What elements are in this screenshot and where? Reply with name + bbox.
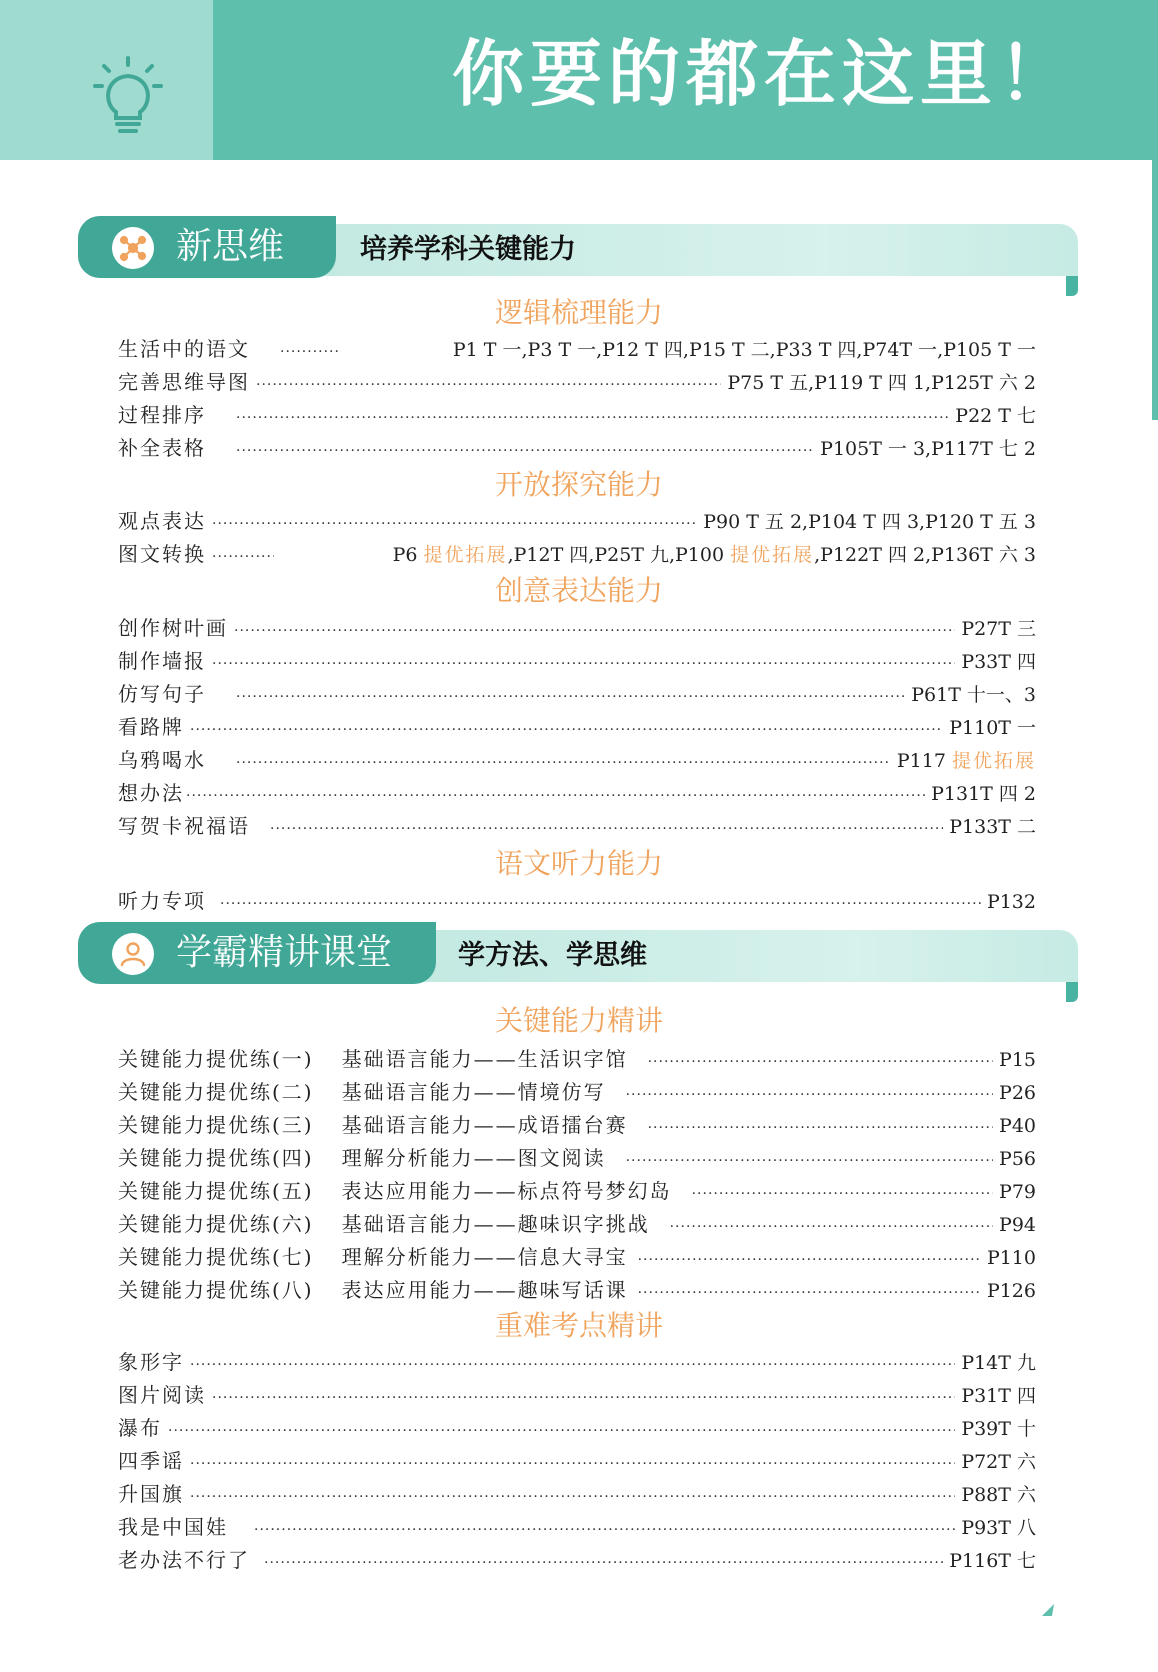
category-title: 创意表达能力	[494, 574, 663, 607]
dot-leader	[648, 1046, 993, 1079]
toc-entry[interactable]	[118, 366, 1036, 399]
entry-pages: P75 T 五,P119 T 四 1,P125T 六 2	[727, 372, 1036, 394]
toc-entry[interactable]	[118, 1142, 1036, 1175]
toc-entry[interactable]	[118, 810, 1036, 843]
entry-label: 仿写句子	[118, 682, 206, 706]
toc-entry[interactable]	[118, 432, 1036, 465]
network-icon	[119, 234, 147, 262]
entry-pages: P79	[999, 1181, 1036, 1203]
entry-topic: 表达应用能力——标点符号梦幻岛	[341, 1179, 672, 1203]
dot-leader	[270, 813, 943, 846]
highlight-label: 提优拓展	[423, 544, 508, 566]
entry-label: 关键能力提优练(一)	[118, 1047, 314, 1071]
entry-label: 关键能力提优练(七)	[118, 1245, 314, 1269]
toc-entry[interactable]	[118, 538, 1036, 571]
entry-pages: P116T 七	[949, 1550, 1036, 1572]
category-title: 关键能力精讲	[494, 1004, 663, 1037]
entry-pages: P27T 三	[961, 618, 1036, 640]
entry-topic: 基础语言能力——生活识字馆	[341, 1047, 628, 1071]
entry-pages: P131T 四 2	[931, 783, 1036, 805]
dot-leader	[692, 1178, 993, 1211]
section-header-top-student	[78, 922, 1078, 988]
dot-leader	[638, 1277, 981, 1310]
dot-leader	[212, 648, 955, 681]
entry-pages: P88T 六	[961, 1484, 1036, 1506]
entry-pages	[393, 539, 1036, 572]
entry-pages: P126	[986, 1280, 1036, 1302]
toc-entry[interactable]	[118, 1412, 1036, 1445]
highlight-label: 提优拓展	[951, 750, 1036, 772]
toc-entry[interactable]	[118, 505, 1036, 538]
dot-leader	[190, 1481, 955, 1514]
entry-pages-part: P6	[392, 544, 418, 566]
section-subtitle-bar	[338, 930, 1078, 982]
entry-label: 老办法不行了	[118, 1548, 250, 1572]
toc-entry[interactable]	[118, 1043, 1036, 1076]
entry-pages: P15	[999, 1049, 1036, 1071]
toc-entry[interactable]	[118, 711, 1036, 744]
entry-topic: 基础语言能力——情境仿写	[341, 1080, 606, 1104]
section-subtitle-bar	[228, 224, 1078, 276]
toc-entry[interactable]	[118, 1076, 1036, 1109]
entry-list	[118, 333, 1036, 465]
toc-entry[interactable]	[118, 678, 1036, 711]
toc-entry[interactable]	[118, 1544, 1036, 1577]
dot-leader	[190, 1349, 955, 1382]
entry-pages: P61T 十一、3	[911, 684, 1036, 706]
entry-pages: P1 T 一,P3 T 一,P12 T 四,P15 T 二,P33 T 四,P74T 一,P105 T 一	[452, 339, 1036, 361]
dot-leader	[234, 615, 955, 648]
entry-pages: P132	[986, 891, 1036, 913]
toc-entry[interactable]	[118, 333, 1036, 366]
entry-pages: P93T 八	[961, 1517, 1036, 1539]
entry-pages-part: ,P12T 四,P25T 九,P100	[507, 544, 725, 566]
section-bar-tail	[1066, 982, 1078, 1002]
entry-pages: P40	[999, 1115, 1036, 1137]
toc-entry[interactable]	[118, 744, 1036, 777]
entry-pages: P26	[999, 1082, 1036, 1104]
top-banner	[0, 0, 1158, 160]
toc-entry[interactable]	[118, 1478, 1036, 1511]
section-title-pill	[78, 922, 436, 984]
toc-entry[interactable]	[118, 1241, 1036, 1274]
person-icon-badge	[112, 933, 154, 975]
entry-label: 关键能力提优练(八)	[118, 1278, 314, 1302]
toc-entry[interactable]	[118, 399, 1036, 432]
entry-label: 生活中的语文	[118, 337, 250, 361]
entry-label: 完善思维导图	[118, 370, 250, 394]
section-title-pill	[78, 216, 336, 278]
section-title: 新思维	[176, 226, 285, 267]
dot-leader	[670, 1211, 993, 1244]
entry-label: 关键能力提优练(二)	[118, 1080, 314, 1104]
lightbulb-icon	[92, 56, 164, 138]
entry-pages: P94	[999, 1214, 1036, 1236]
entry-pages: P56	[999, 1148, 1036, 1170]
toc-entry[interactable]	[118, 885, 1036, 918]
category-title: 重难考点精讲	[494, 1309, 663, 1342]
toc-entry[interactable]	[118, 1109, 1036, 1142]
dot-leader	[220, 888, 981, 921]
right-edge-strip	[1152, 160, 1158, 420]
entry-pages: P31T 四	[961, 1385, 1036, 1407]
entry-label: 补全表格	[118, 436, 206, 460]
entry-label: 创作树叶画	[118, 616, 228, 640]
dot-leader	[254, 1514, 955, 1547]
entry-pages-part: ,P122T 四 2,P136T 六 3	[814, 544, 1036, 566]
entry-label: 制作墙报	[118, 649, 206, 673]
dot-leader	[190, 1448, 955, 1481]
entry-label: 升国旗	[118, 1482, 184, 1506]
section-subtitle: 学方法、学思维	[458, 940, 647, 971]
toc-entry[interactable]	[118, 1379, 1036, 1412]
dot-leader	[190, 714, 943, 747]
toc-entry[interactable]	[118, 1274, 1036, 1307]
entry-label: 图文转换	[118, 542, 206, 566]
toc-entry[interactable]	[118, 1445, 1036, 1478]
entry-label: 听力专项	[118, 889, 206, 913]
highlight-label: 提优拓展	[730, 544, 815, 566]
dot-leader	[186, 780, 925, 813]
dot-leader	[626, 1079, 993, 1112]
entry-topic: 表达应用能力——趣味写话课	[341, 1278, 628, 1302]
category-title: 逻辑梳理能力	[494, 296, 663, 329]
entry-pages: P90 T 五 2,P104 T 四 3,P120 T 五 3	[703, 511, 1036, 533]
entry-label: 关键能力提优练(四)	[118, 1146, 314, 1170]
toc-entry[interactable]	[118, 1511, 1036, 1544]
entry-topic: 理解分析能力——图文阅读	[341, 1146, 606, 1170]
dot-leader	[212, 508, 697, 541]
corner-triangle-icon	[1040, 1602, 1056, 1618]
entry-label: 写贺卡祝福语	[118, 814, 250, 838]
entry-pages	[897, 745, 1036, 778]
section-title: 学霸精讲课堂	[176, 932, 393, 973]
entry-topic: 理解分析能力——信息大寻宝	[341, 1245, 628, 1269]
entry-topic: 基础语言能力——趣味识字挑战	[341, 1212, 650, 1236]
dot-leader	[236, 681, 905, 714]
entry-list	[118, 612, 1036, 843]
entry-list	[118, 1346, 1036, 1577]
entry-list	[118, 885, 1036, 918]
dot-leader	[256, 369, 721, 402]
entry-label: 关键能力提优练(五)	[118, 1179, 314, 1203]
dot-leader	[264, 1547, 943, 1580]
page-title: 你要的都在这里！	[451, 32, 1076, 116]
person-icon	[119, 940, 147, 968]
dot-leader	[212, 1382, 955, 1415]
entry-label: 看路牌	[118, 715, 184, 739]
dot-leader	[212, 541, 274, 574]
section-header-new-thinking	[78, 216, 1078, 282]
entry-label: 瀑布	[118, 1416, 162, 1440]
dot-leader	[168, 1415, 955, 1448]
category-title: 开放探究能力	[494, 468, 663, 501]
entry-list	[118, 1043, 1036, 1307]
entry-pages: P110T 一	[949, 717, 1036, 739]
entry-label: 过程排序	[118, 403, 206, 427]
network-icon-badge	[112, 227, 154, 269]
entry-pages: P39T 十	[961, 1418, 1036, 1440]
dot-leader	[236, 747, 891, 780]
entry-pages: P33T 四	[961, 651, 1036, 673]
dot-leader	[236, 435, 814, 468]
entry-topic: 基础语言能力——成语擂台赛	[341, 1113, 628, 1137]
entry-label: 关键能力提优练(三)	[118, 1113, 314, 1137]
entry-pages: P105T 一 3,P117T 七 2	[820, 438, 1036, 460]
toc-entry[interactable]	[118, 1346, 1036, 1379]
entry-label: 想办法	[118, 781, 184, 805]
entry-label: 四季谣	[118, 1449, 184, 1473]
entry-pages: P22 T 七	[955, 405, 1036, 427]
entry-pages: P133T 二	[949, 816, 1036, 838]
entry-label: 象形字	[118, 1350, 184, 1374]
entry-pages: P72T 六	[961, 1451, 1036, 1473]
dot-leader	[626, 1145, 993, 1178]
dot-leader	[648, 1112, 993, 1145]
section-bar-tail	[1066, 276, 1078, 296]
entry-label: 乌鸦喝水	[118, 748, 206, 772]
entry-pages-part: P117	[896, 750, 946, 772]
toc-entry[interactable]	[118, 777, 1036, 810]
toc-entry[interactable]	[118, 1208, 1036, 1241]
dot-leader	[236, 402, 949, 435]
entry-pages: P14T 九	[961, 1352, 1036, 1374]
dot-leader	[638, 1244, 981, 1277]
category-title: 语文听力能力	[494, 847, 663, 880]
toc-entry[interactable]	[118, 1175, 1036, 1208]
entry-label: 关键能力提优练(六)	[118, 1212, 314, 1236]
section-subtitle: 培养学科关键能力	[360, 234, 576, 265]
toc-entry[interactable]	[118, 645, 1036, 678]
entry-label: 图片阅读	[118, 1383, 206, 1407]
entry-pages: P110	[986, 1247, 1036, 1269]
entry-label: 观点表达	[118, 509, 206, 533]
toc-entry[interactable]	[118, 612, 1036, 645]
entry-label: 我是中国娃	[118, 1515, 228, 1539]
entry-list	[118, 505, 1036, 571]
dot-leader	[280, 336, 338, 369]
